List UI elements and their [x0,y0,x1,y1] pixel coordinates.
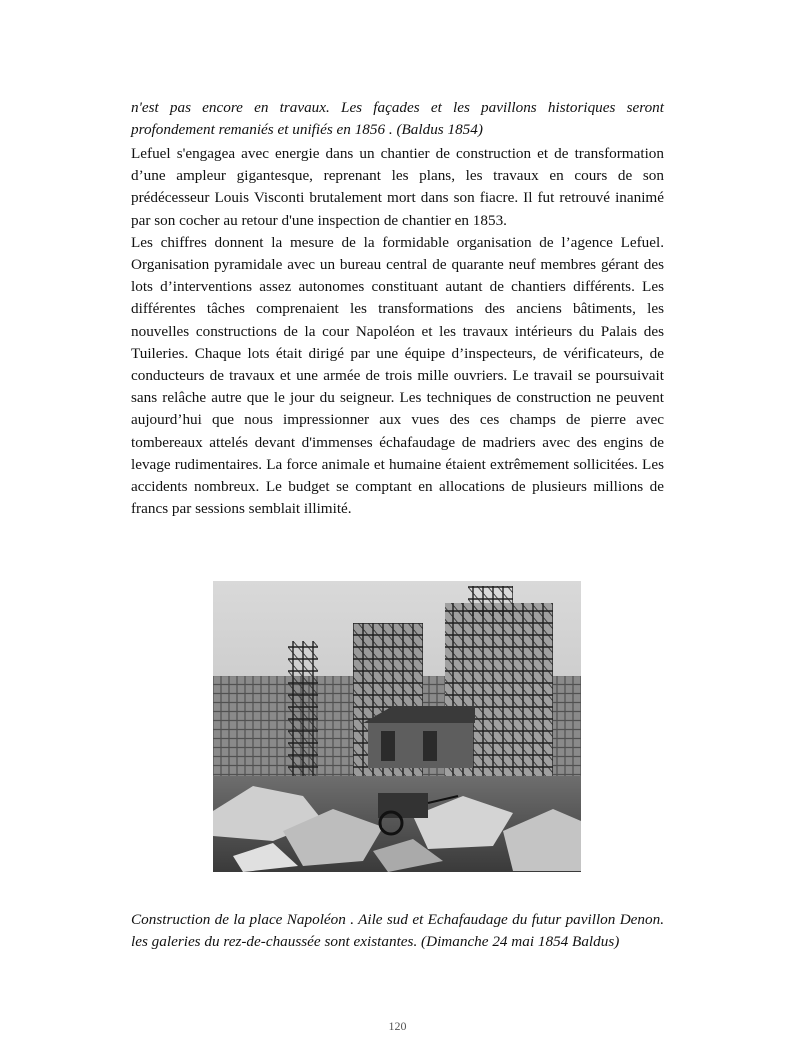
intro-caption: n'est pas encore en travaux. Les façades et les pavillons historiques seront profondement remaniés et unifiés en 1856 . (Baldus 1854) [131,99,664,139]
paragraph: Lefuel s'engagea avec energie dans un chantier de construction et de transformation d’une ampleur gigantesque, reprenant les plans, les travaux en cours de son prédécesseur Louis Visconti brutalement mort dans son fiacre. Il fut retrouvé inanimé par son cocher au retour d'une inspection de chantier en 1853. [131,145,664,229]
construction-photo [213,581,581,872]
paragraph: Les chiffres donnent la mesure de la formidable organisation de l’agence Lefuel. Organisation pyramidale avec un bureau central de quarante neuf membres gérant des lots d’interventions assez autonomes constituant autant de chantiers différents. Les différentes tâches comprenaient les transformations des anciens bâtiments, les nouvelles constructions de la cour Napoléon et les travaux intérieurs du Palais des Tuileries. Chaque lots était dirigé par une équipe d’inspecteurs, de vérificateurs, de conducteurs de travaux et une armée de trois mille ouvriers. Le travail se poursuivait sans relâche autre que le jour du seigneur. Les techniques de construction ne peuvent aujourd’hui que nous impressionner aux vues des ces champs de pierre avec tombereaux attelés devant d'immenses échafaudage de madriers avec des engins de levage rudimentaires. La force animale et humaine étaient extrêmement sollicitées. Les accidents nombreux. Le budget se comptant en allocations de plusieurs millions de francs par sessions semblait illimité. [131,233,664,518]
photo-caption: Construction de la place Napoléon . Aile sud et Echafaudage du futur pavillon Denon. les galeries du rez-de-chaussée sont existantes. (Dimanche 24 mai 1854 Baldus) [131,911,664,951]
body-text [131,143,664,520]
page-number: 120 [388,1019,407,1033]
